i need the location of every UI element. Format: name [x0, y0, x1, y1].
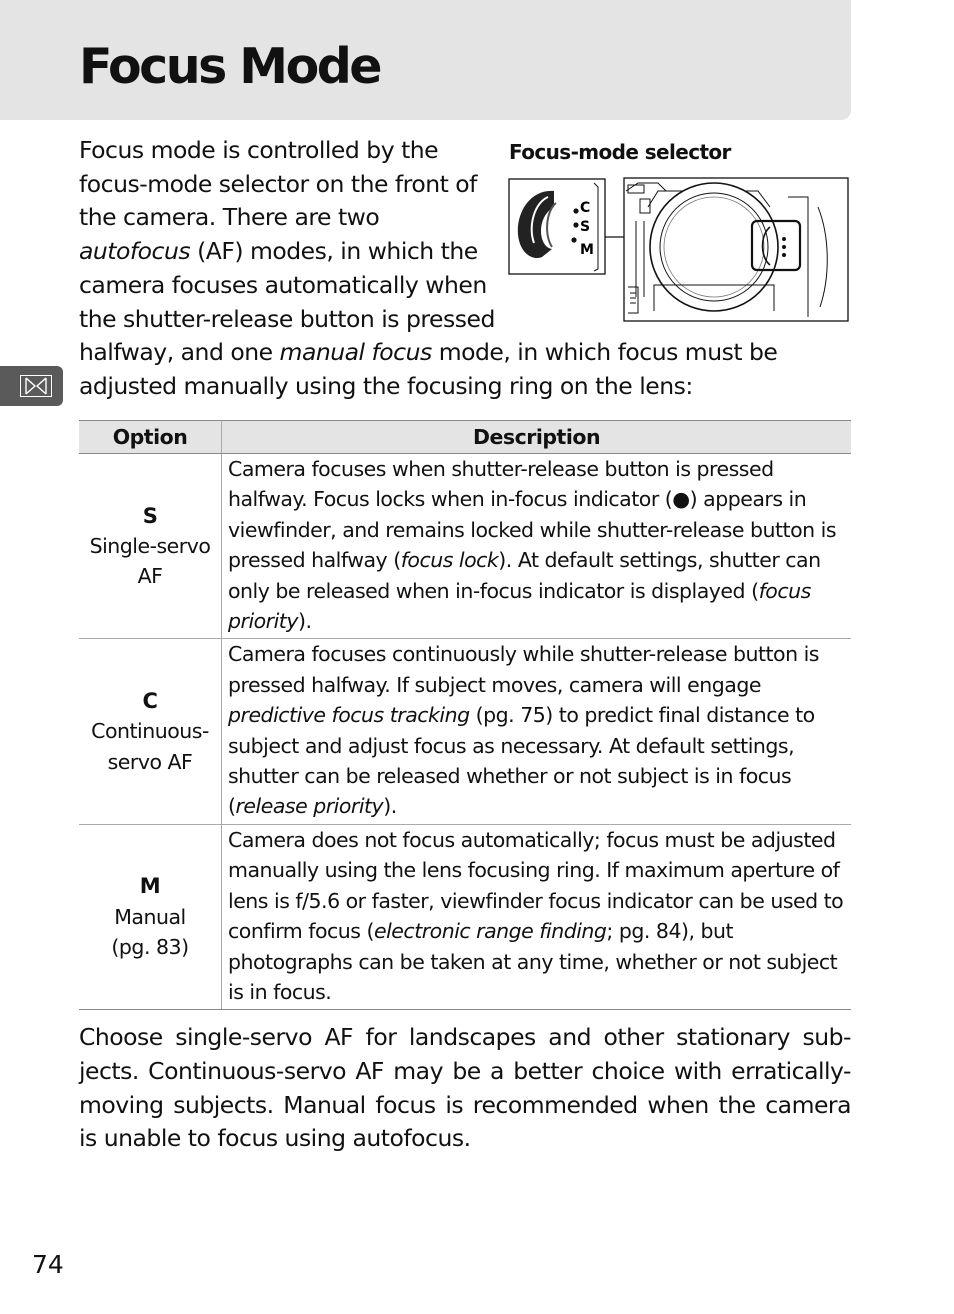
option-cell [79, 639, 222, 824]
description-cell: Camera does not focus automatically; focus must be adjusted manually using the lens focusing ring. If maximum aperture of lens is f/5.6 or faster, viewfinder focus indicator can be used to confirm focus (electronic range finding; pg. 84), but photographs can be taken at any time, whether or not subject is in focus. [222, 824, 852, 1009]
figure-label: Focus-mode selector [509, 140, 731, 164]
header-option: Option [79, 421, 222, 454]
outro-paragraph: Choose single-servo AF for landscapes and other stationary sub-jects. Continuous-servo AF may be a better choice with erratically-moving subjects. Manual focus is recommended when the camera is unable to focus using autofocus. [79, 1023, 851, 1153]
header-description: Description [222, 421, 852, 454]
intro-paragraph: Focus mode is controlled by the focus-mode selector on the front of the camera. There are two autofocus (AF) modes, in which the camera focuses automatically when the shutter-release button is pressed halfway, and one manual focus mode, in which focus must be adjusted manually using the focusing ring on the lens: [79, 136, 778, 400]
page-title: Focus Mode [79, 38, 381, 95]
option-letter: S [142, 503, 158, 528]
dial-letter-s: S [580, 219, 591, 235]
option-page-ref: (pg. 83) [111, 935, 189, 960]
description-cell: Camera focuses continuously while shutter-release button is pressed halfway. If subject moves, camera will engage predictive focus tracking (pg. 75) to predict final distance to subject and adjust focus as necessary. At default settings, shutter can be released whether or not subject is in focus (release priority). [222, 639, 852, 824]
option-letter: M [139, 874, 161, 899]
dial-letter-m: M [580, 242, 594, 258]
page-number: 74 [32, 1250, 64, 1279]
focus-mode-table [79, 420, 851, 1010]
section-tab [0, 366, 63, 406]
in-focus-indicator-icon: ● [672, 487, 690, 512]
focus-mode-selector-figure [508, 177, 850, 323]
table-row [79, 454, 851, 639]
option-letter: C [142, 689, 158, 714]
table-header-row [79, 421, 851, 454]
option-name: Continuous-servo AF [91, 719, 209, 774]
shooting-mode-icon [20, 375, 52, 397]
option-name: Manual [114, 904, 186, 929]
option-cell [79, 824, 222, 1009]
table-row [79, 639, 851, 824]
table-row [79, 824, 851, 1009]
dial-letter-c: C [580, 200, 591, 216]
option-cell [79, 454, 222, 639]
option-name: Single-servo AF [89, 534, 211, 589]
description-cell: Camera focuses when shutter-release button is pressed halfway. Focus locks when in-focus indicator (●) appears in viewfinder, and remains locked while shutter-release button is pressed halfway (focus lock). At default settings, shutter can only be released when in-focus indicator is displayed (focus priority). [222, 454, 852, 639]
